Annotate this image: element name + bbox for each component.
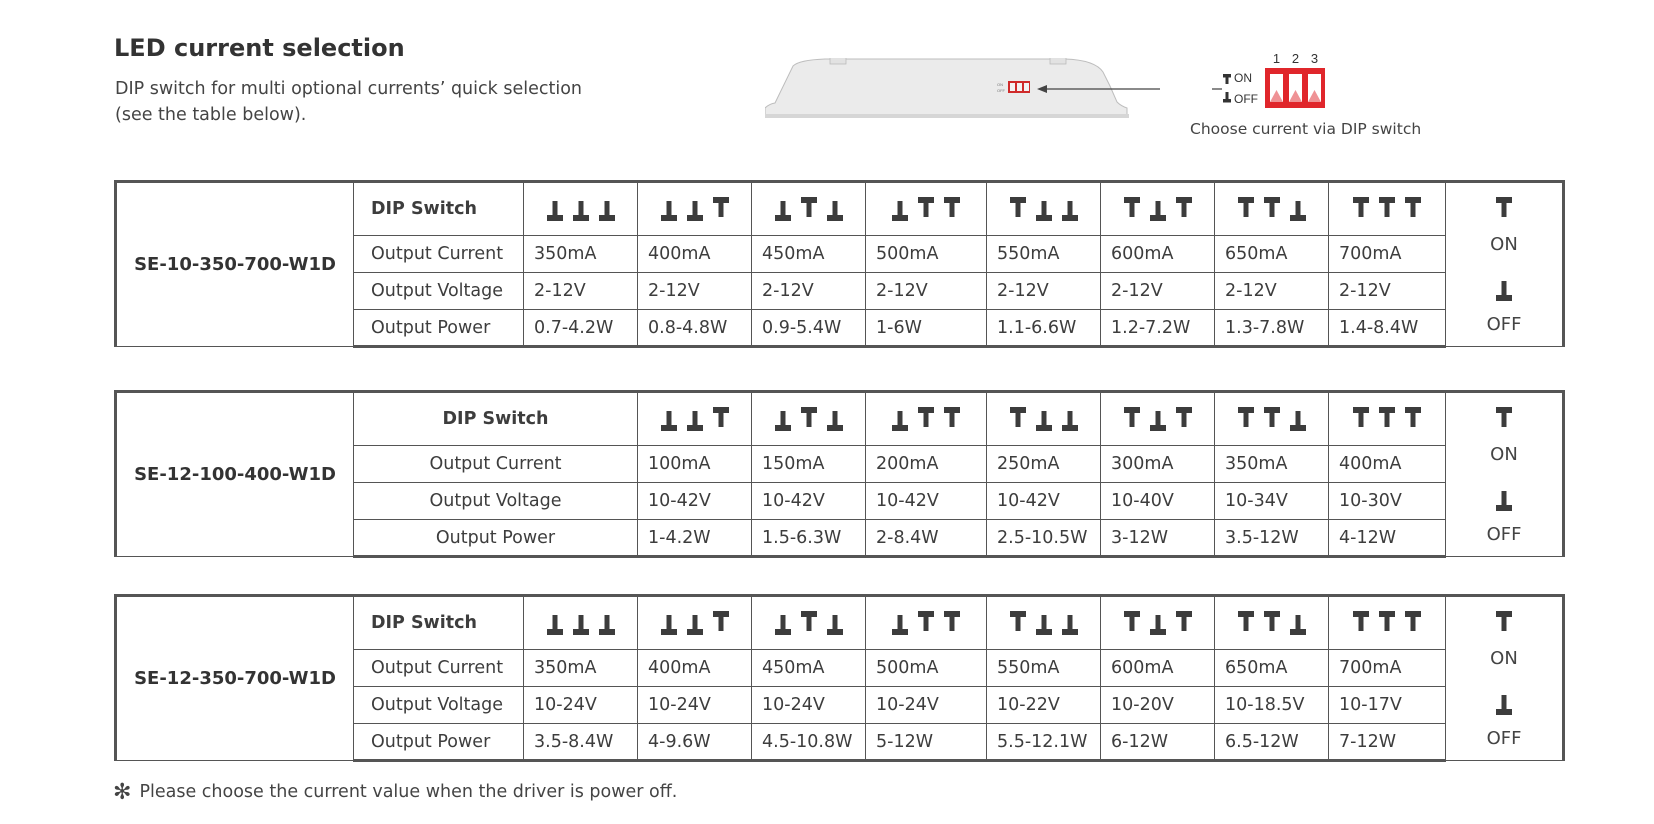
toggle-on-icon	[918, 197, 934, 217]
output-power-label: Output Power	[354, 724, 524, 761]
toggle-off-icon	[1150, 201, 1166, 221]
power-cell: 1.3-7.8W	[1215, 310, 1329, 347]
voltage-cell: 2-12V	[638, 273, 752, 310]
intro-line-2: (see the table below).	[115, 105, 307, 125]
toggle-on-icon	[1353, 407, 1369, 427]
output-current-label: Output Current	[354, 650, 524, 687]
dip-caption: Choose current via DIP switch	[1190, 120, 1422, 138]
voltage-cell: 10-17V	[1329, 687, 1446, 724]
toggle-on-icon	[1264, 407, 1280, 427]
intro-line-1: DIP switch for multi optional currents’ quick selection	[115, 79, 582, 99]
toggle-off-icon	[1496, 485, 1512, 513]
power-cell: 2-8.4W	[866, 520, 987, 557]
toggle-on-icon	[1353, 611, 1369, 631]
dip-toggle-set	[661, 609, 729, 637]
model-name: SE-10-350-700-W1D	[116, 182, 354, 347]
dip-toggle-set	[1353, 609, 1421, 637]
dip-switch-diagram	[1212, 52, 1342, 112]
toggle-off-icon	[1290, 201, 1306, 221]
toggle-on-icon	[713, 197, 729, 217]
toggle-on-icon	[1379, 611, 1395, 631]
switch-setting	[638, 392, 752, 446]
switch-setting	[1101, 182, 1215, 236]
switch-setting	[1329, 182, 1446, 236]
table-se-12-350-700	[114, 594, 1562, 762]
legend-on-label: ON	[1490, 443, 1518, 465]
model-name: SE-12-100-400-W1D	[116, 392, 354, 557]
toggle-on-icon	[1405, 407, 1421, 427]
toggle-on-icon	[918, 611, 934, 631]
toggle-on-icon	[1010, 197, 1026, 217]
toggle-on-icon	[1010, 407, 1026, 427]
power-cell: 5.5-12.1W	[987, 724, 1101, 761]
legend-on-label: ON	[1490, 647, 1518, 669]
current-cell: 550mA	[987, 650, 1101, 687]
switch-setting	[1101, 392, 1215, 446]
voltage-cell: 10-42V	[866, 483, 987, 520]
current-cell: 400mA	[638, 650, 752, 687]
switch-setting	[752, 392, 866, 446]
toggle-off-icon	[661, 201, 677, 221]
dip-toggle-set	[775, 405, 843, 433]
current-cell: 250mA	[987, 446, 1101, 483]
toggle-off-icon	[1496, 689, 1512, 717]
on-off-legend	[1446, 182, 1564, 347]
toggle-off-icon	[1062, 201, 1078, 221]
toggle-on-icon	[801, 407, 817, 427]
switch-setting	[866, 596, 987, 650]
toggle-on-icon	[1496, 609, 1512, 637]
svg-text:ON: ON	[997, 82, 1003, 87]
toggle-off-icon	[827, 201, 843, 221]
on-off-legend	[1446, 596, 1564, 761]
voltage-cell: 10-42V	[987, 483, 1101, 520]
toggle-on-icon	[1124, 197, 1140, 217]
current-cell: 300mA	[1101, 446, 1215, 483]
current-cell: 600mA	[1101, 650, 1215, 687]
power-cell: 4-9.6W	[638, 724, 752, 761]
switch-setting	[1215, 182, 1329, 236]
toggle-on-icon	[1124, 611, 1140, 631]
dip-toggle-set	[892, 609, 960, 637]
power-cell: 1.1-6.6W	[987, 310, 1101, 347]
driver-dip-illustration	[765, 58, 1160, 124]
footnote-text: Please choose the current value when the driver is power off.	[139, 782, 678, 802]
voltage-cell: 10-18.5V	[1215, 687, 1329, 724]
switch-setting	[752, 596, 866, 650]
toggle-on-icon	[1010, 611, 1026, 631]
toggle-on-icon	[944, 407, 960, 427]
power-cell: 6-12W	[1101, 724, 1215, 761]
toggle-off-icon	[687, 411, 703, 431]
power-cell: 7-12W	[1329, 724, 1446, 761]
toggle-on-icon	[1405, 197, 1421, 217]
toggle-on-icon	[1264, 611, 1280, 631]
power-cell: 1.4-8.4W	[1329, 310, 1446, 347]
legend-off-label: OFF	[1486, 313, 1522, 335]
toggle-on-icon	[944, 197, 960, 217]
current-cell: 600mA	[1101, 236, 1215, 273]
toggle-on-icon	[1405, 611, 1421, 631]
toggle-on-icon	[1176, 407, 1192, 427]
switch-setting	[987, 392, 1101, 446]
model-name: SE-12-350-700-W1D	[116, 596, 354, 761]
switch-setting	[638, 182, 752, 236]
current-cell: 450mA	[752, 650, 866, 687]
toggle-off-icon	[687, 201, 703, 221]
switch-setting	[866, 392, 987, 446]
voltage-cell: 10-40V	[1101, 483, 1215, 520]
toggle-on-icon	[1496, 405, 1512, 433]
dip-toggle-set	[661, 405, 729, 433]
dip-toggle-set	[1124, 405, 1192, 433]
current-cell: 400mA	[638, 236, 752, 273]
toggle-on-icon	[1176, 197, 1192, 217]
toggle-off-icon	[1496, 275, 1512, 303]
power-cell: 0.9-5.4W	[752, 310, 866, 347]
toggle-off-icon	[573, 615, 589, 635]
power-cell: 3-12W	[1101, 520, 1215, 557]
dip-toggle-set	[1124, 195, 1192, 223]
switch-on-icon	[1496, 405, 1512, 438]
dip-toggle-set	[1238, 609, 1306, 637]
toggle-off-icon	[1062, 615, 1078, 635]
toggle-on-icon	[1238, 197, 1254, 217]
toggle-off-icon	[687, 615, 703, 635]
voltage-cell: 2-12V	[1329, 273, 1446, 310]
switch-setting	[1215, 392, 1329, 446]
current-cell: 700mA	[1329, 236, 1446, 273]
switch-setting	[1215, 596, 1329, 650]
voltage-cell: 10-24V	[524, 687, 638, 724]
current-cell: 100mA	[638, 446, 752, 483]
toggle-off-icon	[775, 201, 791, 221]
switch-off-icon	[1496, 689, 1512, 722]
power-cell: 0.7-4.2W	[524, 310, 638, 347]
power-cell: 1.5-6.3W	[752, 520, 866, 557]
voltage-cell: 2-12V	[866, 273, 987, 310]
switch-setting	[1329, 392, 1446, 446]
toggle-off-icon	[599, 615, 615, 635]
switch-off-icon	[1496, 275, 1512, 308]
table-se-10-350-700	[114, 180, 1562, 348]
toggle-off-icon	[892, 201, 908, 221]
output-voltage-label: Output Voltage	[354, 273, 524, 310]
toggle-off-icon	[827, 615, 843, 635]
dip-toggle-set	[1353, 405, 1421, 433]
on-label: ON	[1234, 71, 1252, 85]
dip-toggle-set	[547, 609, 615, 637]
toggle-on-icon	[801, 197, 817, 217]
legend-off-label: OFF	[1486, 727, 1522, 749]
toggle-off-icon	[599, 201, 615, 221]
toggle-off-icon	[1290, 615, 1306, 635]
power-cell: 2.5-10.5W	[987, 520, 1101, 557]
toggle-off-icon	[1036, 615, 1052, 635]
dip-toggle-set	[1010, 195, 1078, 223]
toggle-on-icon	[1379, 197, 1395, 217]
toggle-on-icon	[1353, 197, 1369, 217]
dip-toggle-set	[1238, 195, 1306, 223]
voltage-cell: 2-12V	[752, 273, 866, 310]
position-1-label: 1	[1272, 52, 1281, 66]
power-cell: 4-12W	[1329, 520, 1446, 557]
switch-on-icon	[1496, 195, 1512, 228]
current-cell: 400mA	[1329, 446, 1446, 483]
toggle-off-icon	[892, 411, 908, 431]
current-cell: 450mA	[752, 236, 866, 273]
toggle-on-icon	[1238, 611, 1254, 631]
voltage-cell: 10-24V	[752, 687, 866, 724]
on-off-legend	[1446, 392, 1564, 557]
toggle-off-icon	[547, 615, 563, 635]
toggle-on-icon	[713, 407, 729, 427]
toggle-on-icon	[944, 611, 960, 631]
switch-setting	[1101, 596, 1215, 650]
voltage-cell: 10-30V	[1329, 483, 1446, 520]
toggle-off-icon	[661, 615, 677, 635]
asterisk-icon: ✻	[113, 780, 132, 805]
power-cell: 3.5-8.4W	[524, 724, 638, 761]
voltage-cell: 10-34V	[1215, 483, 1329, 520]
footnote	[113, 778, 677, 803]
power-cell: 5-12W	[866, 724, 987, 761]
current-cell: 350mA	[1215, 446, 1329, 483]
current-cell: 350mA	[524, 236, 638, 273]
toggle-off-icon	[1036, 201, 1052, 221]
power-cell: 1.2-7.2W	[1101, 310, 1215, 347]
output-current-label: Output Current	[354, 236, 524, 273]
dip-toggle-set	[775, 609, 843, 637]
switch-setting	[866, 182, 987, 236]
switch-setting	[987, 182, 1101, 236]
toggle-off-icon	[1036, 411, 1052, 431]
output-power-label: Output Power	[354, 520, 638, 557]
dip-toggle-set	[1124, 609, 1192, 637]
on-off-key	[1223, 71, 1258, 106]
current-cell: 650mA	[1215, 236, 1329, 273]
toggle-off-icon	[1290, 411, 1306, 431]
dip-switch-label: DIP Switch	[354, 182, 524, 236]
current-cell: 650mA	[1215, 650, 1329, 687]
toggle-off-icon	[1150, 411, 1166, 431]
dip-switch-label: DIP Switch	[354, 392, 638, 446]
toggle-on-icon	[918, 407, 934, 427]
current-cell: 350mA	[524, 650, 638, 687]
power-cell: 4.5-10.8W	[752, 724, 866, 761]
toggle-off-icon	[775, 411, 791, 431]
dip-toggle-set	[1010, 609, 1078, 637]
switch-on-icon	[1496, 609, 1512, 642]
power-cell: 1-4.2W	[638, 520, 752, 557]
toggle-on-icon	[1379, 407, 1395, 427]
dip-switch-block	[1265, 52, 1325, 108]
voltage-cell: 10-42V	[638, 483, 752, 520]
legend-off-label: OFF	[1486, 523, 1522, 545]
current-cell: 150mA	[752, 446, 866, 483]
intro-text	[115, 76, 582, 128]
voltage-cell: 10-42V	[752, 483, 866, 520]
voltage-cell: 10-24V	[638, 687, 752, 724]
voltage-cell: 10-20V	[1101, 687, 1215, 724]
dip-toggle-set	[775, 195, 843, 223]
current-cell: 500mA	[866, 650, 987, 687]
toggle-off-icon	[1062, 411, 1078, 431]
dip-toggle-set	[892, 195, 960, 223]
toggle-on-icon	[1264, 197, 1280, 217]
switch-setting	[638, 596, 752, 650]
power-cell: 6.5-12W	[1215, 724, 1329, 761]
switch-off-icon	[1496, 485, 1512, 518]
toggle-off-icon	[1150, 615, 1166, 635]
toggle-on-icon	[1124, 407, 1140, 427]
power-cell: 0.8-4.8W	[638, 310, 752, 347]
off-label: OFF	[1234, 92, 1258, 106]
position-2-label: 2	[1291, 52, 1300, 66]
toggle-off-icon	[573, 201, 589, 221]
toggle-off-icon	[775, 615, 791, 635]
output-power-label: Output Power	[354, 310, 524, 347]
page-title: LED current selection	[114, 34, 405, 62]
output-voltage-label: Output Voltage	[354, 483, 638, 520]
voltage-cell: 10-22V	[987, 687, 1101, 724]
current-cell: 500mA	[866, 236, 987, 273]
toggle-off-icon	[892, 615, 908, 635]
current-cell: 700mA	[1329, 650, 1446, 687]
switch-setting	[987, 596, 1101, 650]
dip-toggle-set	[547, 195, 615, 223]
dip-toggle-set	[661, 195, 729, 223]
switch-setting	[752, 182, 866, 236]
toggle-off-icon	[661, 411, 677, 431]
voltage-cell: 2-12V	[524, 273, 638, 310]
driver-housing-image	[765, 58, 1129, 118]
switch-setting	[524, 596, 638, 650]
table-se-12-100-400	[114, 390, 1562, 558]
dip-toggle-set	[1238, 405, 1306, 433]
svg-text:OFF: OFF	[997, 88, 1005, 93]
current-cell: 550mA	[987, 236, 1101, 273]
power-cell: 1-6W	[866, 310, 987, 347]
voltage-cell: 2-12V	[1101, 273, 1215, 310]
switch-setting	[1329, 596, 1446, 650]
switch-setting	[524, 182, 638, 236]
power-cell: 3.5-12W	[1215, 520, 1329, 557]
voltage-cell: 2-12V	[1215, 273, 1329, 310]
voltage-cell: 2-12V	[987, 273, 1101, 310]
toggle-on-icon	[1496, 195, 1512, 223]
dip-switch-label: DIP Switch	[354, 596, 524, 650]
position-3-label: 3	[1310, 52, 1319, 66]
toggle-on-icon	[801, 611, 817, 631]
dip-toggle-set	[892, 405, 960, 433]
legend-on-label: ON	[1490, 233, 1518, 255]
toggle-on-icon	[1176, 611, 1192, 631]
toggle-on-icon	[1238, 407, 1254, 427]
dip-toggle-set	[1353, 195, 1421, 223]
toggle-off-icon	[827, 411, 843, 431]
toggle-off-icon	[547, 201, 563, 221]
voltage-cell: 10-24V	[866, 687, 987, 724]
output-voltage-label: Output Voltage	[354, 687, 524, 724]
output-current-label: Output Current	[354, 446, 638, 483]
toggle-on-icon	[713, 611, 729, 631]
current-cell: 200mA	[866, 446, 987, 483]
dip-toggle-set	[1010, 405, 1078, 433]
